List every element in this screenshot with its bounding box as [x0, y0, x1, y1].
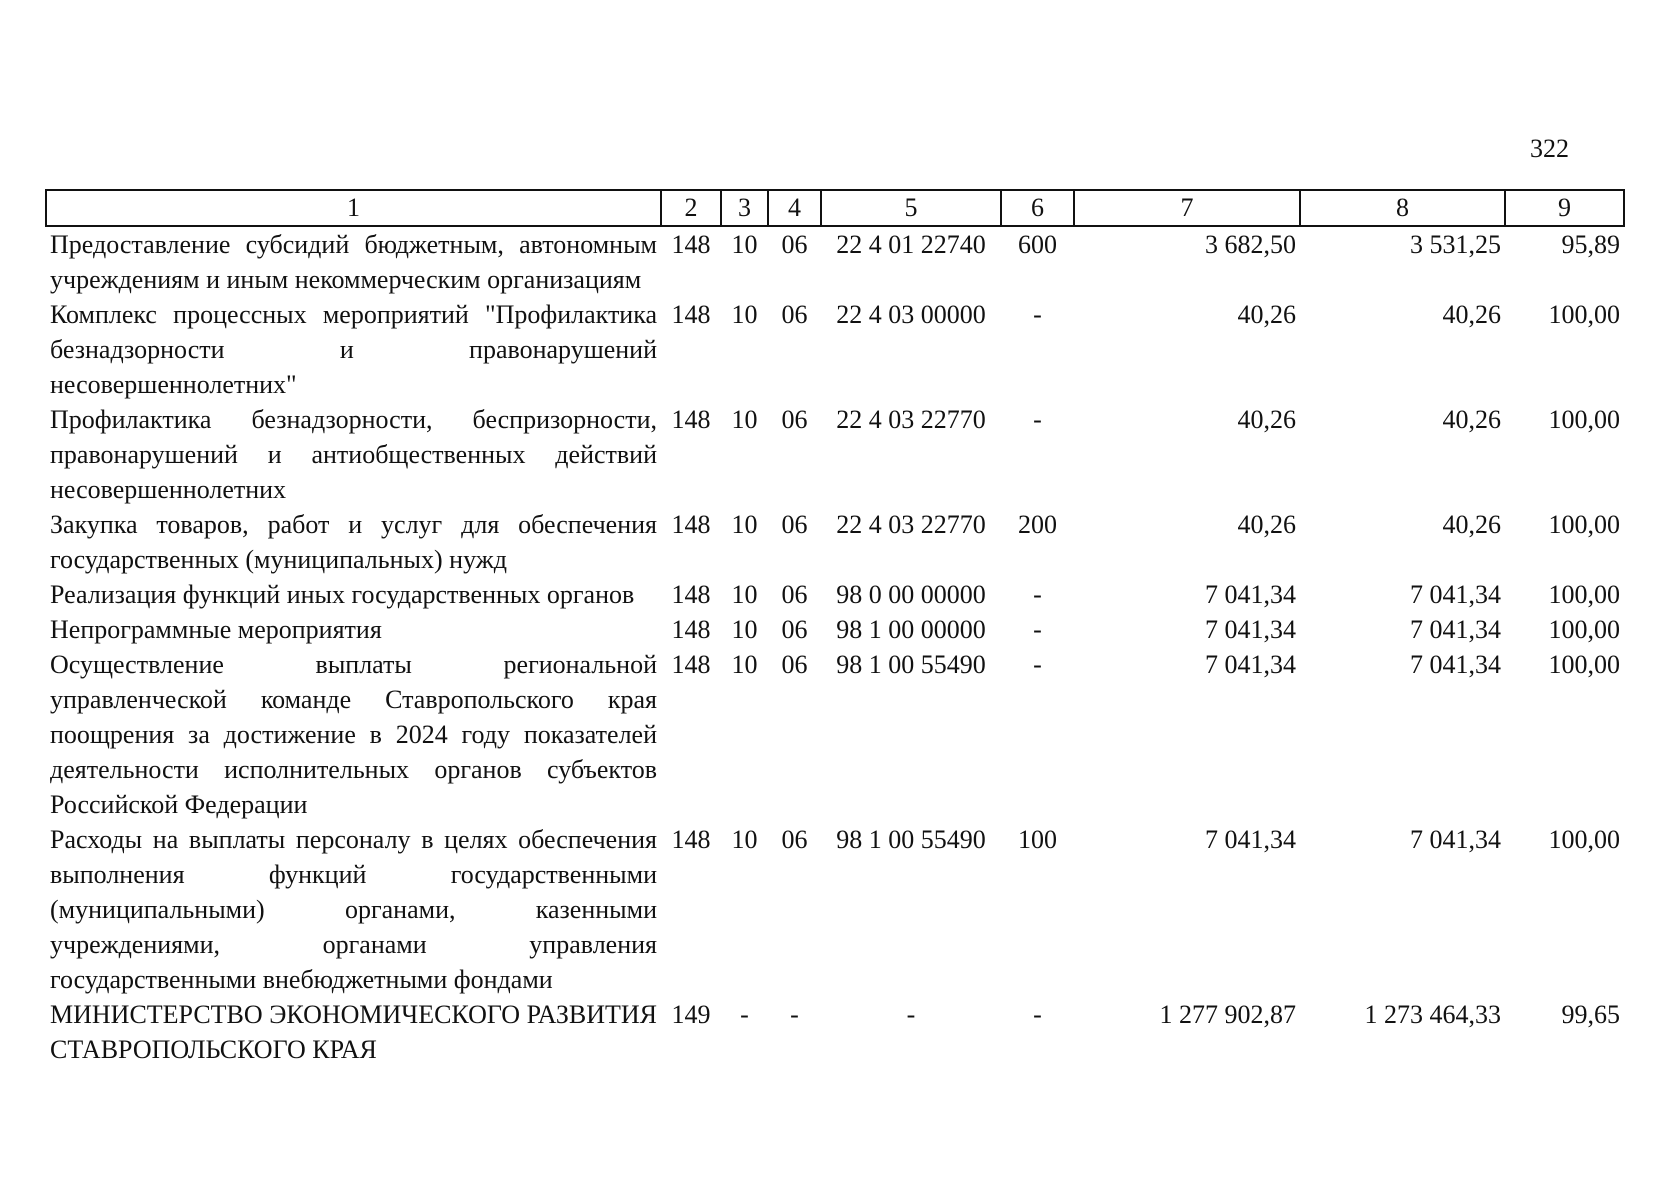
cell-col-3: 10 — [731, 580, 758, 609]
cell-col-2: 148 — [671, 230, 711, 259]
table-row — [46, 402, 1624, 507]
cell-col-4: 06 — [781, 300, 808, 329]
cell-col-6: 200 — [1018, 510, 1057, 539]
cell-col-8: 40,26 — [1442, 405, 1501, 434]
cell-col-4: 06 — [781, 230, 808, 259]
cell-col-6: - — [1033, 300, 1042, 329]
row-name: Осуществление выплаты региональной управленческой команде Ставропольского края поощрения за достижение в 2024 году показателей деятельности исполнительных органов субъектов Российской Федерации — [50, 650, 657, 819]
cell-col-3: 10 — [731, 615, 758, 644]
row-name: МИНИСТЕРСТВО ЭКОНОМИЧЕСКОГО РАЗВИТИЯ СТАВРОПОЛЬСКОГО КРАЯ — [50, 1000, 657, 1064]
table-row — [46, 226, 1624, 297]
cell-col-7: 3 682,50 — [1205, 230, 1296, 259]
page-number: 322 — [1530, 134, 1569, 163]
cell-col-5: 22 4 03 22770 — [836, 405, 986, 434]
table-row — [46, 507, 1624, 577]
row-name: Комплекс процессных мероприятий "Профилактика безнадзорности и правонарушений несовершеннолетних" — [50, 300, 657, 399]
cell-col-6: - — [1033, 580, 1042, 609]
cell-col-7: 7 041,34 — [1205, 615, 1296, 644]
cell-col-5: 98 1 00 55490 — [836, 650, 986, 679]
cell-col-9: 100,00 — [1548, 510, 1620, 539]
cell-col-7: 1 277 902,87 — [1159, 1000, 1296, 1029]
table-row — [46, 822, 1624, 997]
header-row — [46, 190, 1624, 226]
cell-col-5: 22 4 01 22740 — [836, 230, 986, 259]
cell-col-4: 06 — [781, 405, 808, 434]
cell-col-3: 10 — [731, 510, 758, 539]
cell-col-2: 148 — [671, 510, 711, 539]
cell-col-6: - — [1033, 615, 1042, 644]
column-header-8: 8 — [1300, 190, 1505, 226]
cell-col-8: 7 041,34 — [1410, 825, 1501, 854]
column-header-1: 1 — [46, 190, 661, 226]
cell-col-2: 149 — [671, 1000, 711, 1029]
cell-col-3: 10 — [731, 230, 758, 259]
cell-col-8: 40,26 — [1442, 510, 1501, 539]
column-header-5: 5 — [821, 190, 1001, 226]
cell-col-5: 22 4 03 00000 — [836, 300, 986, 329]
table-row — [46, 647, 1624, 822]
cell-col-6: - — [1033, 405, 1042, 434]
cell-col-9: 100,00 — [1548, 300, 1620, 329]
row-name: Профилактика безнадзорности, беспризорности, правонарушений и антиобщественных действий несовершеннолетних — [50, 405, 657, 504]
cell-col-2: 148 — [671, 615, 711, 644]
cell-col-7: 40,26 — [1237, 510, 1296, 539]
cell-col-2: 148 — [671, 580, 711, 609]
cell-col-3: 10 — [731, 650, 758, 679]
row-name: Расходы на выплаты персоналу в целях обеспечения выполнения функций государственными (муниципальными) органами, казенными учреждениями, органами управления государственными внебюджетными фондами — [50, 825, 657, 994]
cell-col-8: 1 273 464,33 — [1364, 1000, 1501, 1029]
cell-col-5: 98 0 00 00000 — [836, 580, 986, 609]
table-header — [46, 190, 1624, 226]
cell-col-5: 22 4 03 22770 — [836, 510, 986, 539]
cell-col-8: 7 041,34 — [1410, 650, 1501, 679]
cell-col-9: 100,00 — [1548, 650, 1620, 679]
cell-col-4: 06 — [781, 825, 808, 854]
cell-col-6: - — [1033, 650, 1042, 679]
cell-col-2: 148 — [671, 300, 711, 329]
cell-col-3: 10 — [731, 300, 758, 329]
cell-col-9: 95,89 — [1561, 230, 1620, 259]
cell-col-3: 10 — [731, 405, 758, 434]
cell-col-5: 98 1 00 00000 — [836, 615, 986, 644]
column-header-3: 3 — [721, 190, 768, 226]
cell-col-9: 100,00 — [1548, 580, 1620, 609]
cell-col-7: 40,26 — [1237, 405, 1296, 434]
budget-table — [45, 189, 1625, 1067]
cell-col-6: - — [1033, 1000, 1042, 1029]
row-name: Реализация функций иных государственных органов — [50, 580, 635, 609]
cell-col-2: 148 — [671, 650, 711, 679]
column-header-4: 4 — [768, 190, 821, 226]
cell-col-7: 40,26 — [1237, 300, 1296, 329]
cell-col-2: 148 — [671, 405, 711, 434]
column-header-9: 9 — [1505, 190, 1624, 226]
cell-col-6: 600 — [1018, 230, 1057, 259]
cell-col-8: 40,26 — [1442, 300, 1501, 329]
cell-col-4: 06 — [781, 615, 808, 644]
row-name: Непрограммные мероприятия — [50, 615, 382, 644]
cell-col-4: - — [790, 1000, 799, 1029]
column-header-7: 7 — [1074, 190, 1300, 226]
cell-col-4: 06 — [781, 510, 808, 539]
cell-col-3: - — [740, 1000, 749, 1029]
cell-col-6: 100 — [1018, 825, 1057, 854]
cell-col-4: 06 — [781, 580, 808, 609]
cell-col-8: 3 531,25 — [1410, 230, 1501, 259]
table-row — [46, 297, 1624, 402]
table-row — [46, 997, 1624, 1067]
cell-col-3: 10 — [731, 825, 758, 854]
cell-col-7: 7 041,34 — [1205, 650, 1296, 679]
cell-col-2: 148 — [671, 825, 711, 854]
row-name: Закупка товаров, работ и услуг для обеспечения государственных (муниципальных) нужд — [50, 510, 657, 574]
cell-col-5: 98 1 00 55490 — [836, 825, 986, 854]
cell-col-9: 100,00 — [1548, 405, 1620, 434]
cell-col-7: 7 041,34 — [1205, 825, 1296, 854]
cell-col-9: 100,00 — [1548, 615, 1620, 644]
column-header-2: 2 — [661, 190, 721, 226]
table-body — [46, 226, 1624, 1067]
cell-col-8: 7 041,34 — [1410, 615, 1501, 644]
row-name: Предоставление субсидий бюджетным, автономным учреждениям и иным некоммерческим организациям — [50, 230, 657, 294]
table-row — [46, 577, 1624, 612]
column-header-6: 6 — [1001, 190, 1074, 226]
cell-col-8: 7 041,34 — [1410, 580, 1501, 609]
cell-col-7: 7 041,34 — [1205, 580, 1296, 609]
table-row — [46, 612, 1624, 647]
cell-col-5: - — [906, 1000, 916, 1029]
cell-col-9: 100,00 — [1548, 825, 1620, 854]
cell-col-9: 99,65 — [1561, 1000, 1620, 1029]
cell-col-4: 06 — [781, 650, 808, 679]
